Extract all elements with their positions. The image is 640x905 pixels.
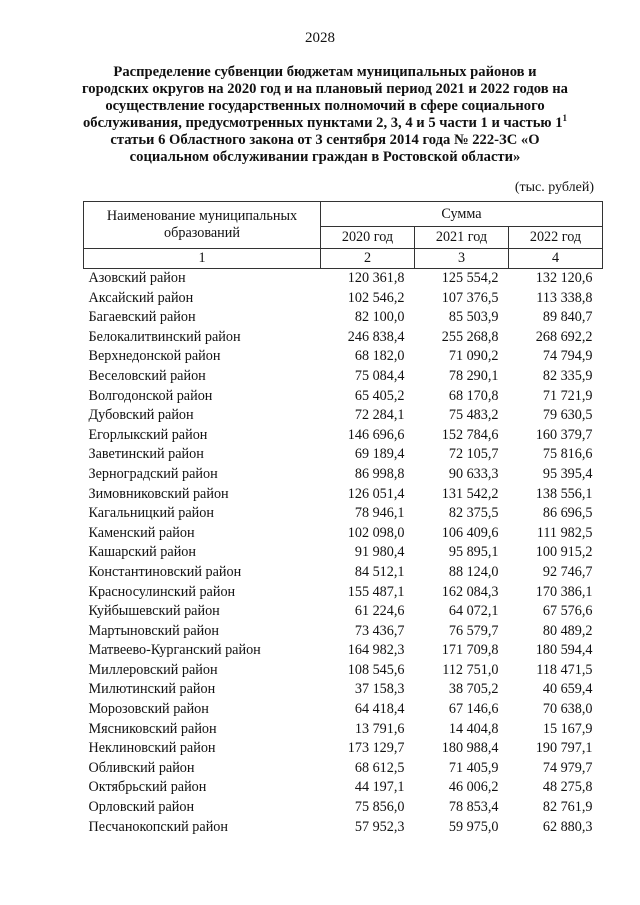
row-name: Мясниковский район [88,720,217,737]
row-value-2021: 14 404,8 [448,720,499,737]
row-name: Октябрьский район [88,779,207,796]
title-text-after: статьи 6 Областного закона от 3 сентября 2014 года № 222-ЗС «О социальном обслуживании граждан в Ростовской области» [110,132,540,165]
row-value-2021: 131 542,2 [441,485,499,502]
row-name: Заветинский район [88,446,204,463]
table-body [84,269,603,838]
table-row [84,602,603,622]
row-value-2022: 80 489,2 [542,622,593,639]
row-value-2021: 78 290,1 [448,367,499,384]
table-row [84,641,603,661]
row-value-2021: 76 579,7 [448,622,499,639]
row-name: Азовский район [88,270,186,286]
header-sum: Сумма [321,202,603,227]
row-value-2020: 173 129,7 [347,740,405,757]
row-value-2021: 152 784,6 [441,426,499,443]
row-name: Милютинский район [88,681,216,698]
row-value-2021: 125 554,2 [441,270,499,286]
row-value-2020: 57 952,3 [354,818,405,835]
row-value-2022: 170 386,1 [535,583,593,600]
row-name: Песчанокопский район [88,818,228,835]
row-name: Веселовский район [88,367,206,384]
table-row [84,347,603,367]
row-value-2020: 61 224,6 [354,603,405,620]
row-value-2022: 82 761,9 [542,799,593,816]
table-row [84,680,603,700]
row-value-2020: 164 982,3 [347,642,405,659]
header-col-number-1: 1 [84,249,321,269]
table-row [84,700,603,720]
table-row [84,269,603,289]
row-value-2022: 40 659,4 [542,681,593,698]
row-value-2022: 138 556,1 [535,485,593,502]
row-value-2020: 126 051,4 [347,485,405,502]
row-value-2021: 78 853,4 [448,799,499,816]
row-value-2022: 190 797,1 [535,740,593,757]
row-value-2020: 73 436,7 [354,622,405,639]
row-name: Аксайский район [88,289,194,306]
row-value-2021: 68 170,8 [448,387,499,404]
row-value-2021: 72 105,7 [448,446,499,463]
row-value-2020: 246 838,4 [347,328,405,345]
row-value-2022: 74 979,7 [542,759,593,776]
row-name: Каменский район [88,524,195,541]
row-name: Зерноградский район [88,465,218,482]
table-row [84,543,603,563]
row-name: Мартыновский район [88,622,219,639]
row-name: Дубовский район [88,407,194,424]
row-value-2020: 82 100,0 [354,309,405,326]
row-value-2020: 102 546,2 [347,289,405,306]
row-value-2020: 75 084,4 [354,367,405,384]
row-name: Кагальницкий район [88,505,214,522]
row-value-2020: 69 189,4 [354,446,405,463]
row-value-2020: 37 158,3 [354,681,405,698]
row-value-2022: 100 915,2 [535,544,593,561]
header-year-2021: 2021 год [415,227,509,249]
row-value-2021: 64 072,1 [448,603,499,620]
row-name: Куйбышевский район [88,603,220,620]
table-row [84,445,603,465]
table-row [84,328,603,348]
row-name: Обливский район [88,759,195,776]
title-superscript: 1 [562,113,568,124]
table-row [84,661,603,681]
row-value-2021: 162 084,3 [441,583,499,600]
row-value-2021: 59 975,0 [448,818,499,835]
row-value-2021: 90 633,3 [448,465,499,482]
row-name: Миллеровский район [88,661,218,678]
page-number: 2028 [305,30,335,46]
row-value-2020: 68 182,0 [354,348,405,365]
row-value-2021: 171 709,8 [441,642,499,659]
row-value-2022: 79 630,5 [542,407,593,424]
table-row [84,818,603,838]
row-name: Неклиновский район [88,740,216,757]
table-row [84,759,603,779]
header-year-2020: 2020 год [321,227,415,249]
table-row [84,406,603,426]
row-value-2022: 15 167,9 [542,720,593,737]
table-row [84,622,603,642]
table-row [84,465,603,485]
header-year-2022: 2022 год [509,227,603,249]
row-value-2021: 71 405,9 [448,759,499,776]
row-name: Орловский район [88,799,195,816]
row-name: Багаевский район [88,309,196,326]
row-value-2020: 146 696,6 [347,426,405,443]
row-value-2020: 44 197,1 [354,779,405,796]
row-name: Егорлыкский район [88,426,208,443]
row-name: Верхнедонской район [88,348,221,365]
row-value-2022: 180 594,4 [535,642,593,659]
row-name: Матвеево-Курганский район [88,642,261,659]
row-value-2022: 268 692,2 [535,328,593,345]
row-value-2021: 85 503,9 [448,309,499,326]
row-value-2021: 107 376,5 [441,289,499,306]
row-name: Кашарский район [88,544,196,561]
row-name: Зимовниковский район [88,485,229,502]
table-row [84,367,603,387]
header-name: Наименование муниципальных образований [84,202,321,249]
table-row [84,720,603,740]
row-value-2022: 82 335,9 [542,367,593,384]
row-value-2022: 92 746,7 [542,563,593,580]
row-value-2022: 62 880,3 [542,818,593,835]
row-value-2020: 102 098,0 [347,524,405,541]
row-value-2020: 108 545,6 [347,661,405,678]
row-value-2021: 75 483,2 [448,407,499,424]
row-value-2020: 65 405,2 [354,387,405,404]
row-value-2021: 112 751,0 [442,661,499,678]
row-value-2020: 72 284,1 [354,407,405,424]
row-value-2022: 86 696,5 [542,505,593,522]
header-col-number-3: 3 [415,249,509,269]
row-value-2020: 75 856,0 [354,799,405,816]
row-value-2021: 46 006,2 [448,779,499,796]
row-value-2022: 111 982,5 [536,524,593,541]
row-value-2022: 118 471,5 [536,661,593,678]
row-value-2022: 48 275,8 [542,779,593,796]
row-value-2021: 88 124,0 [448,563,499,580]
row-value-2022: 74 794,9 [542,348,593,365]
row-name: Морозовский район [88,701,209,718]
table-row [84,778,603,798]
row-value-2020: 155 487,1 [347,583,405,600]
table-row [84,289,603,309]
row-value-2021: 67 146,6 [448,701,499,718]
table-row [84,387,603,407]
row-value-2021: 255 268,8 [441,328,499,345]
row-value-2021: 95 895,1 [448,544,499,561]
row-name: Красносулинский район [88,583,236,600]
row-value-2020: 64 418,4 [354,701,405,718]
row-value-2020: 86 998,8 [354,465,405,482]
row-value-2022: 70 638,0 [542,701,593,718]
row-value-2020: 68 612,5 [354,759,405,776]
table-row [84,798,603,818]
table-row [84,524,603,544]
table-row [84,426,603,446]
row-value-2020: 13 791,6 [354,720,405,737]
row-name: Белокалитвинский район [88,328,241,345]
table-row [84,485,603,505]
row-value-2022: 71 721,9 [542,387,593,404]
row-value-2022: 132 120,6 [535,270,593,286]
row-value-2022: 113 338,8 [536,289,593,306]
row-value-2020: 84 512,1 [354,563,405,580]
table-row [84,563,603,583]
row-value-2021: 38 705,2 [448,681,499,698]
row-value-2021: 180 988,4 [441,740,499,757]
header-col-number-2: 2 [321,249,415,269]
row-value-2021: 71 090,2 [448,348,499,365]
row-value-2022: 75 816,6 [542,446,593,463]
row-value-2022: 67 576,6 [542,603,593,620]
subvention-table [83,201,603,837]
row-value-2020: 91 980,4 [354,544,405,561]
row-value-2022: 95 395,4 [542,465,593,482]
row-value-2022: 89 840,7 [542,309,593,326]
table-row [84,504,603,524]
row-value-2020: 120 361,8 [347,270,405,286]
document-title [80,64,570,166]
table-row [84,739,603,759]
row-name: Константиновский район [88,563,242,580]
table-row [84,308,603,328]
row-name: Волгодонской район [88,387,213,404]
table-header [84,202,603,269]
row-value-2022: 160 379,7 [535,426,593,443]
row-value-2021: 82 375,5 [448,505,499,522]
table-row [84,583,603,603]
row-value-2020: 78 946,1 [354,505,405,522]
header-col-number-4: 4 [509,249,603,269]
row-value-2021: 106 409,6 [441,524,499,541]
title-text: Распределение субвенции бюджетам муниципальных районов и городских округов на 2020 год и на плановый период 2021 и 2022 годов на осуществление государственных полномочий в сфере социального обслуживания, предусмотренных пунктами 2, 3, 4 и 5 части 1 и частью 1 [82,64,568,131]
unit-label: (тыс. рублей) [514,180,594,195]
